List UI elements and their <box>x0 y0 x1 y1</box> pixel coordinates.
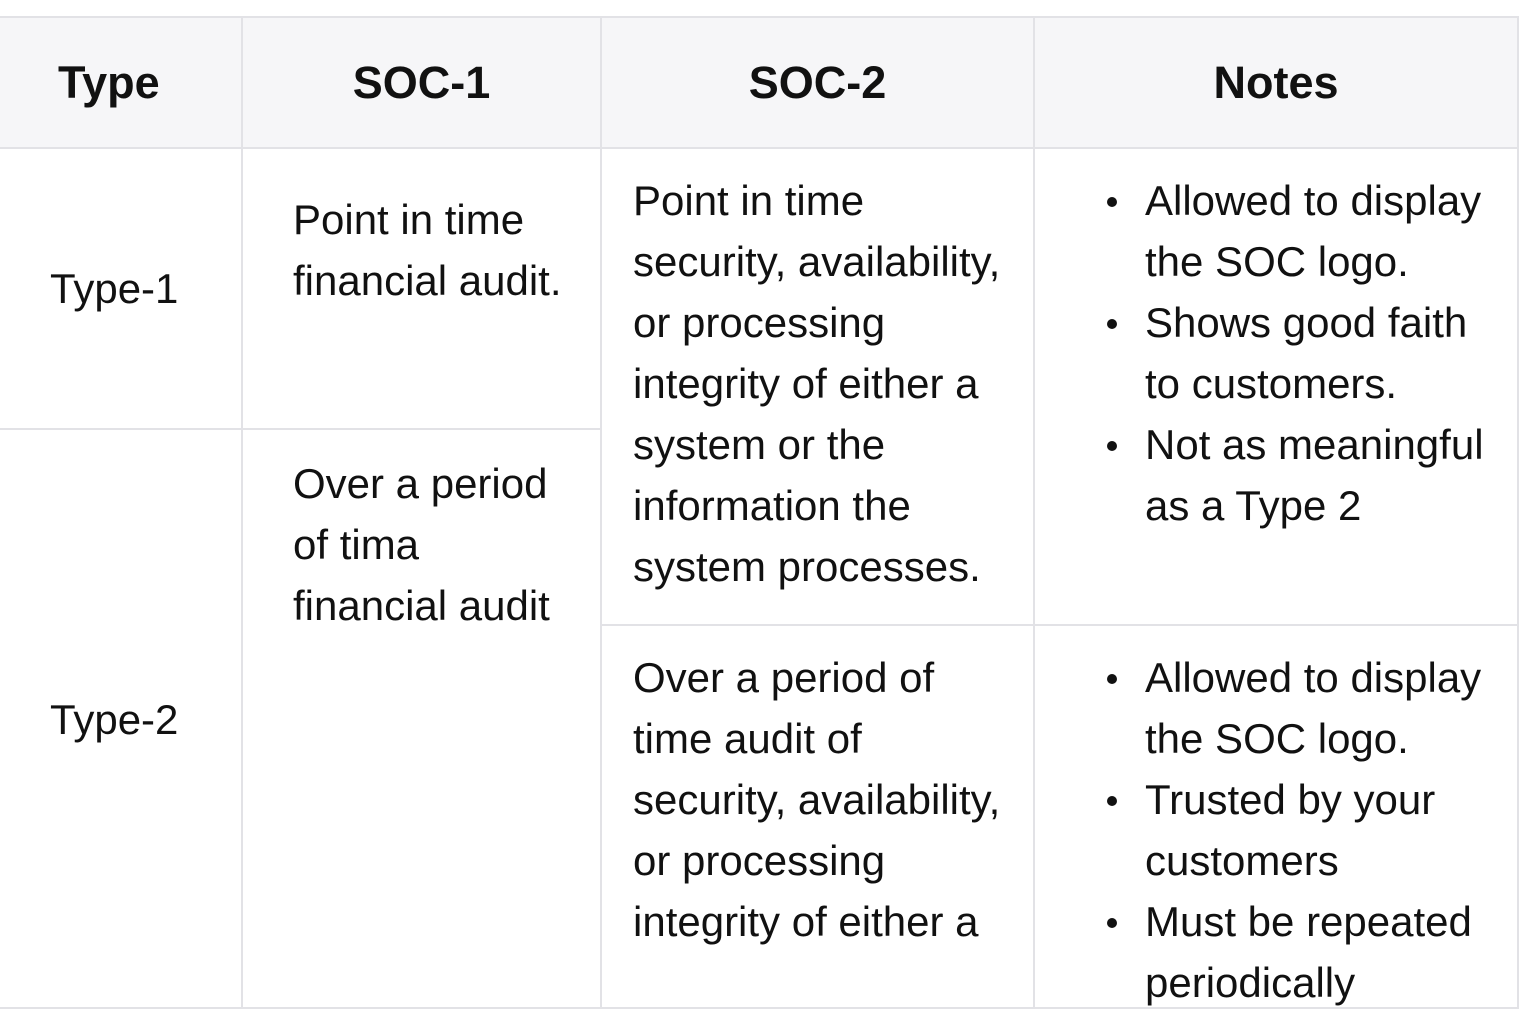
header-soc-2: SOC-2 <box>602 18 1035 149</box>
soc1-type-1-cell <box>243 149 602 430</box>
notes-type-2-cell <box>1035 626 1517 1009</box>
row-type-2-label: Type-2 <box>0 430 243 1009</box>
row-type-1-label: Type-1 <box>0 149 243 430</box>
notes-type-1-cell <box>1035 149 1517 626</box>
soc2-type-2-cell <box>602 626 1035 1009</box>
list-item: Must be repeated periodically <box>1107 891 1507 1009</box>
notes-type-2-list <box>1107 647 1507 1009</box>
soc2-type-1-text: Point in time security, availability, or processing integrity of either a system or the information the system processes. <box>633 177 1001 590</box>
soc2-type-2-text: Over a period of time audit of security, availability, or processing integrity of either a <box>633 654 1001 945</box>
header-notes: Notes <box>1035 18 1517 149</box>
soc1-type-2-cell <box>243 430 602 1009</box>
list-item: Trusted by your customers <box>1107 769 1507 891</box>
soc1-type-2-text: Over a period of tima financial audit <box>293 460 550 629</box>
notes-type-1-list <box>1107 170 1507 536</box>
list-item: Allowed to display the SOC logo. <box>1107 170 1507 292</box>
soc2-type-1-cell <box>602 149 1035 626</box>
header-type: Type <box>0 18 243 149</box>
soc1-type-1-text: Point in time financial audit. <box>293 196 562 304</box>
header-soc-1: SOC-1 <box>243 18 602 149</box>
list-item: Shows good faith to customers. <box>1107 292 1507 414</box>
soc-comparison-table <box>0 16 1519 1009</box>
list-item: Not as meaningful as a Type 2 <box>1107 414 1507 536</box>
list-item: Allowed to display the SOC logo. <box>1107 647 1507 769</box>
